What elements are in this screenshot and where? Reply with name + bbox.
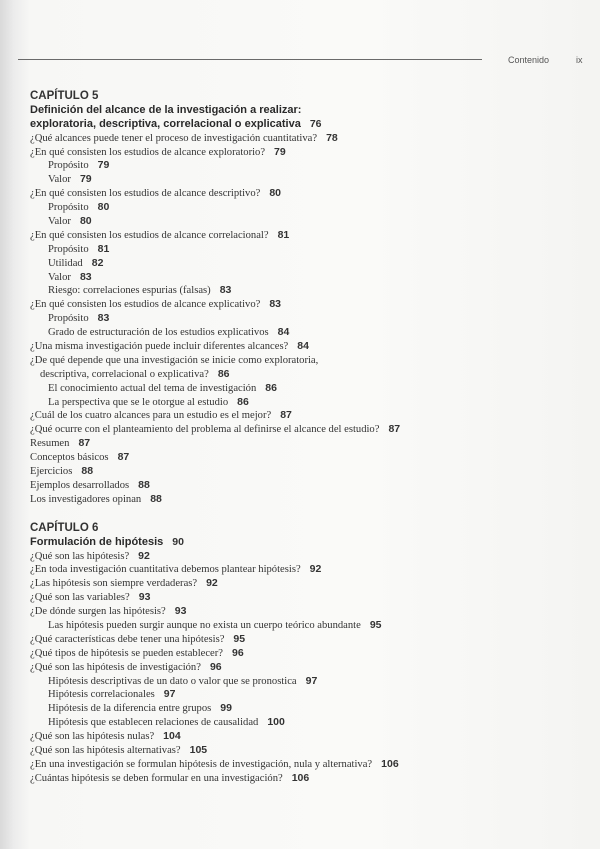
toc-entry-text: Hipótesis descriptivas de un dato o valor que se pronostica xyxy=(48,675,297,687)
toc-entry-page: 83 xyxy=(219,284,232,297)
toc-entry-text: Hipótesis que establecen relaciones de causalidad xyxy=(48,717,259,729)
toc-entry-page: 84 xyxy=(297,340,309,353)
chapter-title-line xyxy=(30,104,590,118)
toc-entry-page: 83 xyxy=(79,270,92,283)
chapter-title-line xyxy=(30,536,590,550)
toc-entry xyxy=(30,437,590,451)
toc-entry-text: ¿Qué son las hipótesis alternativas? xyxy=(30,744,181,756)
toc-entry xyxy=(30,368,590,382)
toc-entry-text: ¿Qué alcances puede tener el proceso de investigación cuantitativa? xyxy=(30,132,318,144)
toc-entry-text: El conocimiento actual del tema de investigación xyxy=(48,382,257,394)
toc-entry xyxy=(30,744,590,758)
toc-entry-text: ¿Qué características debe tener una hipótesis? xyxy=(30,633,225,645)
toc-entry-page: 93 xyxy=(138,591,151,604)
toc-entry-text: ¿Qué son las hipótesis nulas? xyxy=(30,731,155,743)
toc-entry xyxy=(30,173,590,187)
toc-entry-text: Utilidad xyxy=(48,257,83,269)
toc-entry-text: Las hipótesis pueden surgir aunque no exista un cuerpo teórico abundante xyxy=(48,619,361,631)
toc-entry-text: ¿En una investigación se formulan hipótesis de investigación, nula y alternativa? xyxy=(30,758,373,770)
toc-entry-text: La perspectiva que se le otorgue al estudio xyxy=(48,396,229,408)
toc-entry-page: 92 xyxy=(309,563,322,576)
toc-entry-page: 106 xyxy=(381,757,399,770)
toc-entry xyxy=(30,647,590,661)
chapter-title-page: 76 xyxy=(309,117,322,130)
chapter-gap xyxy=(30,507,590,522)
toc-entry xyxy=(30,409,590,423)
toc-entry xyxy=(30,146,590,160)
toc-entry-text: ¿De dónde surgen las hipótesis? xyxy=(30,606,166,618)
toc-entry-text: ¿Las hipótesis son siempre verdaderas? xyxy=(30,578,198,590)
table-of-contents xyxy=(30,90,590,786)
toc-entry xyxy=(30,730,590,744)
toc-entry-text: ¿Qué tipos de hipótesis se pueden establecer? xyxy=(30,647,223,659)
toc-entry-text: ¿En toda investigación cuantitativa debemos plantear hipótesis? xyxy=(30,564,301,576)
toc-entry-page: 96 xyxy=(231,646,244,659)
toc-entry xyxy=(30,354,590,368)
toc-entry-page: 87 xyxy=(78,437,91,450)
toc-entry xyxy=(30,619,590,633)
toc-entry xyxy=(30,493,590,507)
toc-entry-page: 80 xyxy=(269,187,282,200)
toc-entry xyxy=(30,271,590,285)
toc-entry xyxy=(30,633,590,647)
toc-entry xyxy=(30,661,590,675)
toc-entry-page: 88 xyxy=(81,465,94,478)
toc-entry-text: Conceptos básicos xyxy=(30,452,109,464)
chapter-title-page: 90 xyxy=(172,535,184,548)
toc-entry xyxy=(30,563,590,577)
toc-entry-page: 105 xyxy=(189,743,208,756)
toc-entry-text: ¿Qué ocurre con el planteamiento del problema al definirse el alcance del estudio? xyxy=(30,424,380,436)
chapter-title-line xyxy=(30,118,590,132)
toc-entry-page: 81 xyxy=(277,228,290,241)
toc-entry-text: ¿Una misma investigación puede incluir diferentes alcances? xyxy=(30,341,289,353)
toc-entry-text: Propósito xyxy=(48,202,89,214)
toc-entry xyxy=(30,298,590,312)
toc-entry xyxy=(30,396,590,410)
toc-entry-page: 83 xyxy=(269,298,282,311)
toc-entry-page: 78 xyxy=(326,131,338,144)
toc-entry-text: descriptiva, correlacional o explicativa? xyxy=(40,368,209,380)
toc-entry-page: 88 xyxy=(150,492,162,505)
toc-entry-text: ¿En qué consisten los estudios de alcance correlacional? xyxy=(30,229,269,241)
toc-entry-text: Hipótesis de la diferencia entre grupos xyxy=(48,703,212,715)
toc-entry-page: 96 xyxy=(209,660,222,673)
toc-entry-text: Ejemplos desarrollados xyxy=(30,479,130,491)
toc-entry-text: Valor xyxy=(48,271,71,283)
chapter-section xyxy=(30,90,590,507)
toc-entry xyxy=(30,758,590,772)
toc-entry-page: 80 xyxy=(79,215,92,228)
toc-entry-page: 83 xyxy=(97,312,110,325)
toc-entry-page: 88 xyxy=(138,478,150,491)
toc-entry xyxy=(30,675,590,689)
chapter-label: CAPÍTULO 5 xyxy=(30,90,99,102)
running-header-title: Contenido xyxy=(508,55,550,65)
toc-entry xyxy=(30,201,590,215)
page-number: ix xyxy=(576,55,583,65)
toc-entry xyxy=(30,605,590,619)
toc-entry-text: Valor xyxy=(48,216,71,228)
toc-entry xyxy=(30,243,590,257)
toc-entry xyxy=(30,772,590,786)
toc-entry-text: ¿Qué son las variables? xyxy=(30,592,130,604)
toc-entry xyxy=(30,382,590,396)
toc-entry xyxy=(30,591,590,605)
toc-entry-text: ¿En qué consisten los estudios de alcance descriptivo? xyxy=(30,188,261,200)
toc-entry xyxy=(30,716,590,730)
toc-entry-text: Hipótesis correlacionales xyxy=(48,689,155,701)
toc-entry-page: 86 xyxy=(265,381,277,394)
toc-entry-text: ¿Qué son las hipótesis? xyxy=(30,550,130,562)
toc-entry-text: ¿Qué son las hipótesis de investigación? xyxy=(30,661,201,673)
toc-entry-text: ¿En qué consisten los estudios de alcance exploratorio? xyxy=(30,146,266,158)
toc-entry-text: ¿Cuál de los cuatro alcances para un estudio es el mejor? xyxy=(30,410,272,422)
toc-entry xyxy=(30,688,590,702)
toc-entry xyxy=(30,550,590,564)
toc-entry-page: 106 xyxy=(291,771,310,784)
header-rule xyxy=(18,59,482,60)
toc-entry-page: 93 xyxy=(174,605,187,618)
toc-entry xyxy=(30,451,590,465)
toc-entry-page: 100 xyxy=(267,716,285,729)
chapter-label: CAPÍTULO 6 xyxy=(30,521,99,534)
toc-entry-page: 87 xyxy=(280,409,292,422)
toc-entry-page: 87 xyxy=(117,451,130,464)
chapter-section xyxy=(30,522,590,786)
toc-entry-text: Resumen xyxy=(30,438,70,450)
toc-entry-page: 80 xyxy=(97,201,110,214)
toc-entry xyxy=(30,423,590,437)
toc-entry xyxy=(30,187,590,201)
toc-entry-page: 97 xyxy=(163,688,176,701)
toc-entry-page: 79 xyxy=(79,173,92,186)
toc-entry xyxy=(30,284,590,298)
toc-entry xyxy=(30,340,590,354)
toc-entry-page: 79 xyxy=(274,145,286,158)
toc-entry-text: ¿Cuántas hipótesis se deben formular en una investigación? xyxy=(30,772,283,784)
toc-entry-text: ¿De qué depende que una investigación se inicie como exploratoria, xyxy=(30,354,319,366)
toc-entry xyxy=(30,215,590,229)
toc-entry xyxy=(30,326,590,340)
toc-entry xyxy=(30,132,590,146)
toc-entry-page: 104 xyxy=(163,730,181,743)
toc-entry xyxy=(30,229,590,243)
toc-entry-text: Los investigadores opinan xyxy=(30,493,142,505)
toc-entry xyxy=(30,159,590,173)
toc-entry-text: Riesgo: correlaciones espurias (falsas) xyxy=(48,285,211,297)
toc-entry-text: Valor xyxy=(48,174,71,186)
toc-entry xyxy=(30,465,590,479)
toc-entry xyxy=(30,702,590,716)
toc-entry-page: 86 xyxy=(237,395,249,408)
toc-entry-text: Propósito xyxy=(48,313,89,325)
toc-entry-page: 82 xyxy=(91,256,104,269)
chapter-title-text: exploratoria, descriptiva, correlacional o explicativa xyxy=(30,117,301,130)
toc-entry-page: 86 xyxy=(217,367,230,380)
toc-entry-page: 92 xyxy=(138,549,150,562)
toc-entry-page: 97 xyxy=(305,674,318,687)
toc-entry-page: 87 xyxy=(388,423,401,436)
toc-entry-page: 92 xyxy=(206,577,218,590)
toc-entry xyxy=(30,577,590,591)
toc-entry xyxy=(30,479,590,493)
toc-entry-page: 99 xyxy=(220,702,232,715)
toc-entry-text: Propósito xyxy=(48,243,89,255)
chapter-title-text: Definición del alcance de la investigación a realizar: xyxy=(30,103,302,116)
toc-entry-page: 95 xyxy=(233,632,246,645)
toc-entry-page: 84 xyxy=(277,326,290,339)
toc-entry xyxy=(30,257,590,271)
toc-entry-text: Ejercicios xyxy=(30,466,73,478)
toc-entry xyxy=(30,312,590,326)
toc-entry-text: Propósito xyxy=(48,160,89,172)
toc-entry-page: 95 xyxy=(369,618,382,631)
toc-entry-text: ¿En qué consisten los estudios de alcance explicativo? xyxy=(30,299,261,311)
toc-entry-text: Grado de estructuración de los estudios explicativos xyxy=(48,327,269,339)
chapter-title-text: Formulación de hipótesis xyxy=(30,535,164,548)
toc-entry-page: 81 xyxy=(97,242,110,255)
toc-entry-page: 79 xyxy=(97,159,110,172)
